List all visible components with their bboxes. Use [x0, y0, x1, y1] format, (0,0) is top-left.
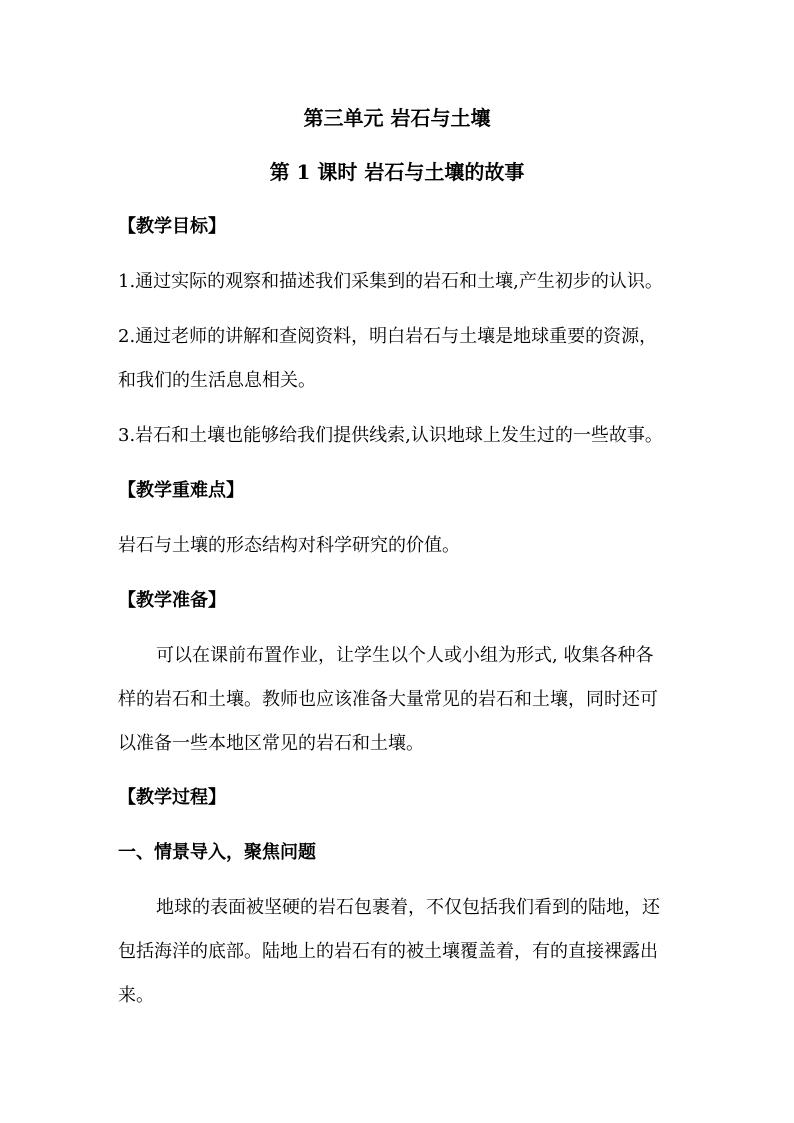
objectives-heading: 【教学目标】 [118, 216, 226, 237]
preparation-line: 以准备一些本地区常见的岩石和土壤。 [118, 733, 424, 754]
objective-item-continuation: 和我们的生活息息相关。 [118, 370, 316, 391]
preparation-line: 可以在课前布置作业，让学生以个人或小组为形式, 收集各种各 [156, 645, 654, 666]
preparation-heading: 【教学准备】 [118, 590, 226, 611]
process-heading: 【教学过程】 [118, 787, 226, 808]
unit-title: 第三单元 岩石与土壤 [303, 106, 491, 130]
part1-line: 包括海洋的底部。陆地上的岩石有的被土壤覆盖着，有的直接裸露出 [118, 941, 658, 962]
objective-item: 1.通过实际的观察和描述我们采集到的岩石和土壤,产生初步的认识。 [118, 271, 663, 292]
part1-heading: 一、情景导入，聚焦问题 [118, 842, 316, 863]
part1-line: 来。 [118, 985, 154, 1006]
part1-line: 地球的表面被坚硬的岩石包裹着，不仅包括我们看到的陆地，还 [156, 897, 660, 918]
lesson-title: 第 1 课时 岩石与土壤的故事 [269, 160, 525, 184]
objective-item: 2.通过老师的讲解和查阅资料，明白岩石与土壤是地球重要的资源， [118, 326, 658, 347]
key-points-heading: 【教学重难点】 [118, 480, 244, 501]
objective-item: 3.岩石和土壤也能够给我们提供线索,认识地球上发生过的一些故事。 [118, 425, 663, 446]
preparation-line: 样的岩石和土壤。教师也应该准备大量常见的岩石和土壤，同时还可 [118, 689, 658, 710]
key-points-text: 岩石与土壤的形态结构对科学研究的价值。 [118, 535, 460, 556]
